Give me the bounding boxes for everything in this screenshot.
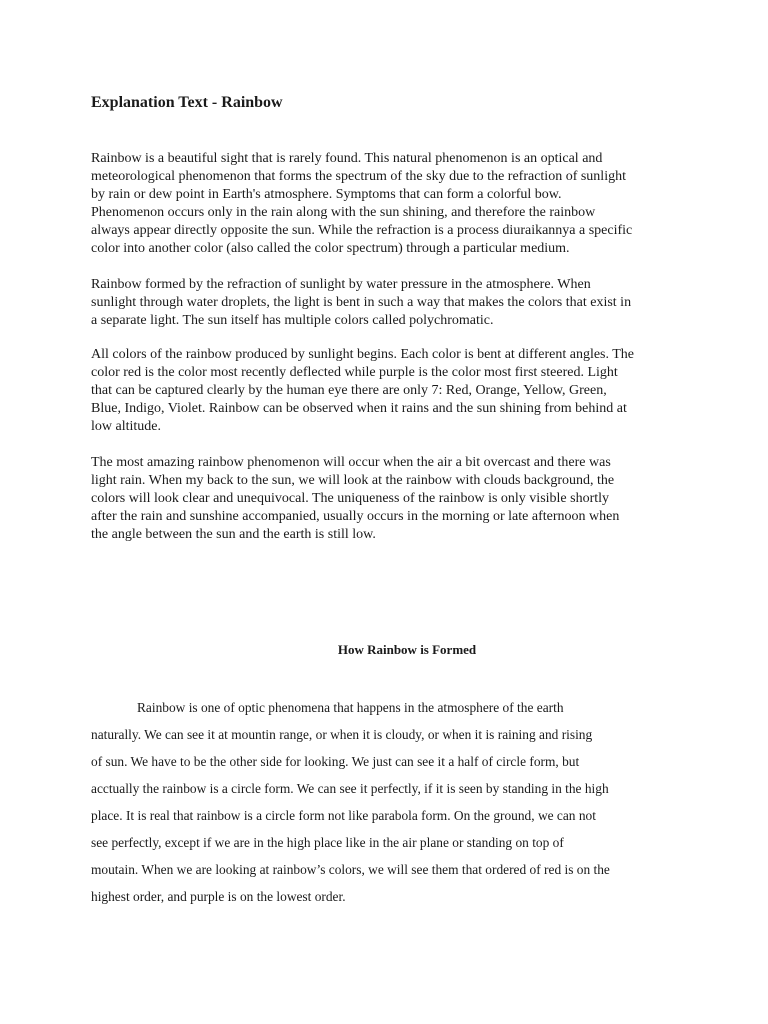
text-line: sunlight through water droplets, the light is bent in such a way that makes the colors that exist in — [91, 295, 632, 310]
text-line: by rain or dew point in Earth's atmosphere. Symptoms that can form a colorful bow. — [91, 187, 562, 202]
text-line: always appear directly opposite the sun. While the refraction is a process diuraikannya a specific — [91, 223, 633, 238]
text-line: naturally. We can see it at mountin range, or when it is cloudy, or when it is raining and rising — [91, 727, 593, 742]
text-line: highest order, and purple is on the lowest order. — [91, 889, 346, 904]
paragraph-formation — [91, 276, 691, 330]
text-line: acctually the rainbow is a circle form. We can see it perfectly, if it is seen by standing in the high — [91, 781, 609, 796]
text-line: All colors of the rainbow produced by sunlight begins. Each color is bent at different angles. The — [91, 347, 635, 362]
text-line: low altitude. — [91, 419, 161, 434]
text-line: Rainbow is one of optic phenomena that happens in the atmosphere of the earth — [137, 700, 564, 715]
text-line: color red is the color most recently deflected while purple is the color most first steered. Light — [91, 365, 618, 380]
paragraph-phenomenon — [91, 454, 691, 544]
paragraph-how-formed — [91, 694, 691, 910]
document-title: Explanation Text - Rainbow — [91, 94, 283, 111]
text-line: light rain. When my back to the sun, we will look at the rainbow with clouds background, the — [91, 473, 615, 488]
text-line: see perfectly, except if we are in the high place like in the air plane or standing on top of — [91, 835, 564, 850]
text-line: moutain. When we are looking at rainbow’s colors, we will see them that ordered of red is on the — [91, 862, 610, 877]
text-line: the angle between the sun and the earth is still low. — [91, 527, 376, 542]
paragraph-definition — [91, 150, 691, 258]
text-line: Rainbow is a beautiful sight that is rarely found. This natural phenomenon is an optical and — [91, 151, 603, 166]
text-line: that can be captured clearly by the human eye there are only 7: Red, Orange, Yellow, Green, — [91, 383, 607, 398]
text-line: colors will look clear and unequivocal. The uniqueness of the rainbow is only visible shortly — [91, 491, 610, 506]
text-line: meteorological phenomenon that forms the spectrum of the sky due to the refraction of sunlight — [91, 169, 626, 184]
text-line: place. It is real that rainbow is a circle form not like parabola form. On the ground, we can not — [91, 808, 596, 823]
text-line: of sun. We have to be the other side for looking. We just can see it a half of circle form, but — [91, 754, 580, 769]
text-line: The most amazing rainbow phenomenon will occur when the air a bit overcast and there was — [91, 455, 611, 470]
text-line: Phenomenon occurs only in the rain along with the sun shining, and therefore the rainbow — [91, 205, 596, 220]
text-line: Blue, Indigo, Violet. Rainbow can be observed when it rains and the sun shining from behind at — [91, 401, 627, 416]
text-line: color into another color (also called the color spectrum) through a particular medium. — [91, 241, 570, 256]
paragraph-colors — [91, 346, 691, 436]
text-line: Rainbow formed by the refraction of sunlight by water pressure in the atmosphere. When — [91, 277, 591, 292]
section-title: How Rainbow is Formed — [337, 642, 477, 657]
text-line: a separate light. The sun itself has multiple colors called polychromatic. — [91, 313, 494, 328]
text-line: after the rain and sunshine accompanied, usually occurs in the morning or late afternoon when — [91, 509, 620, 524]
